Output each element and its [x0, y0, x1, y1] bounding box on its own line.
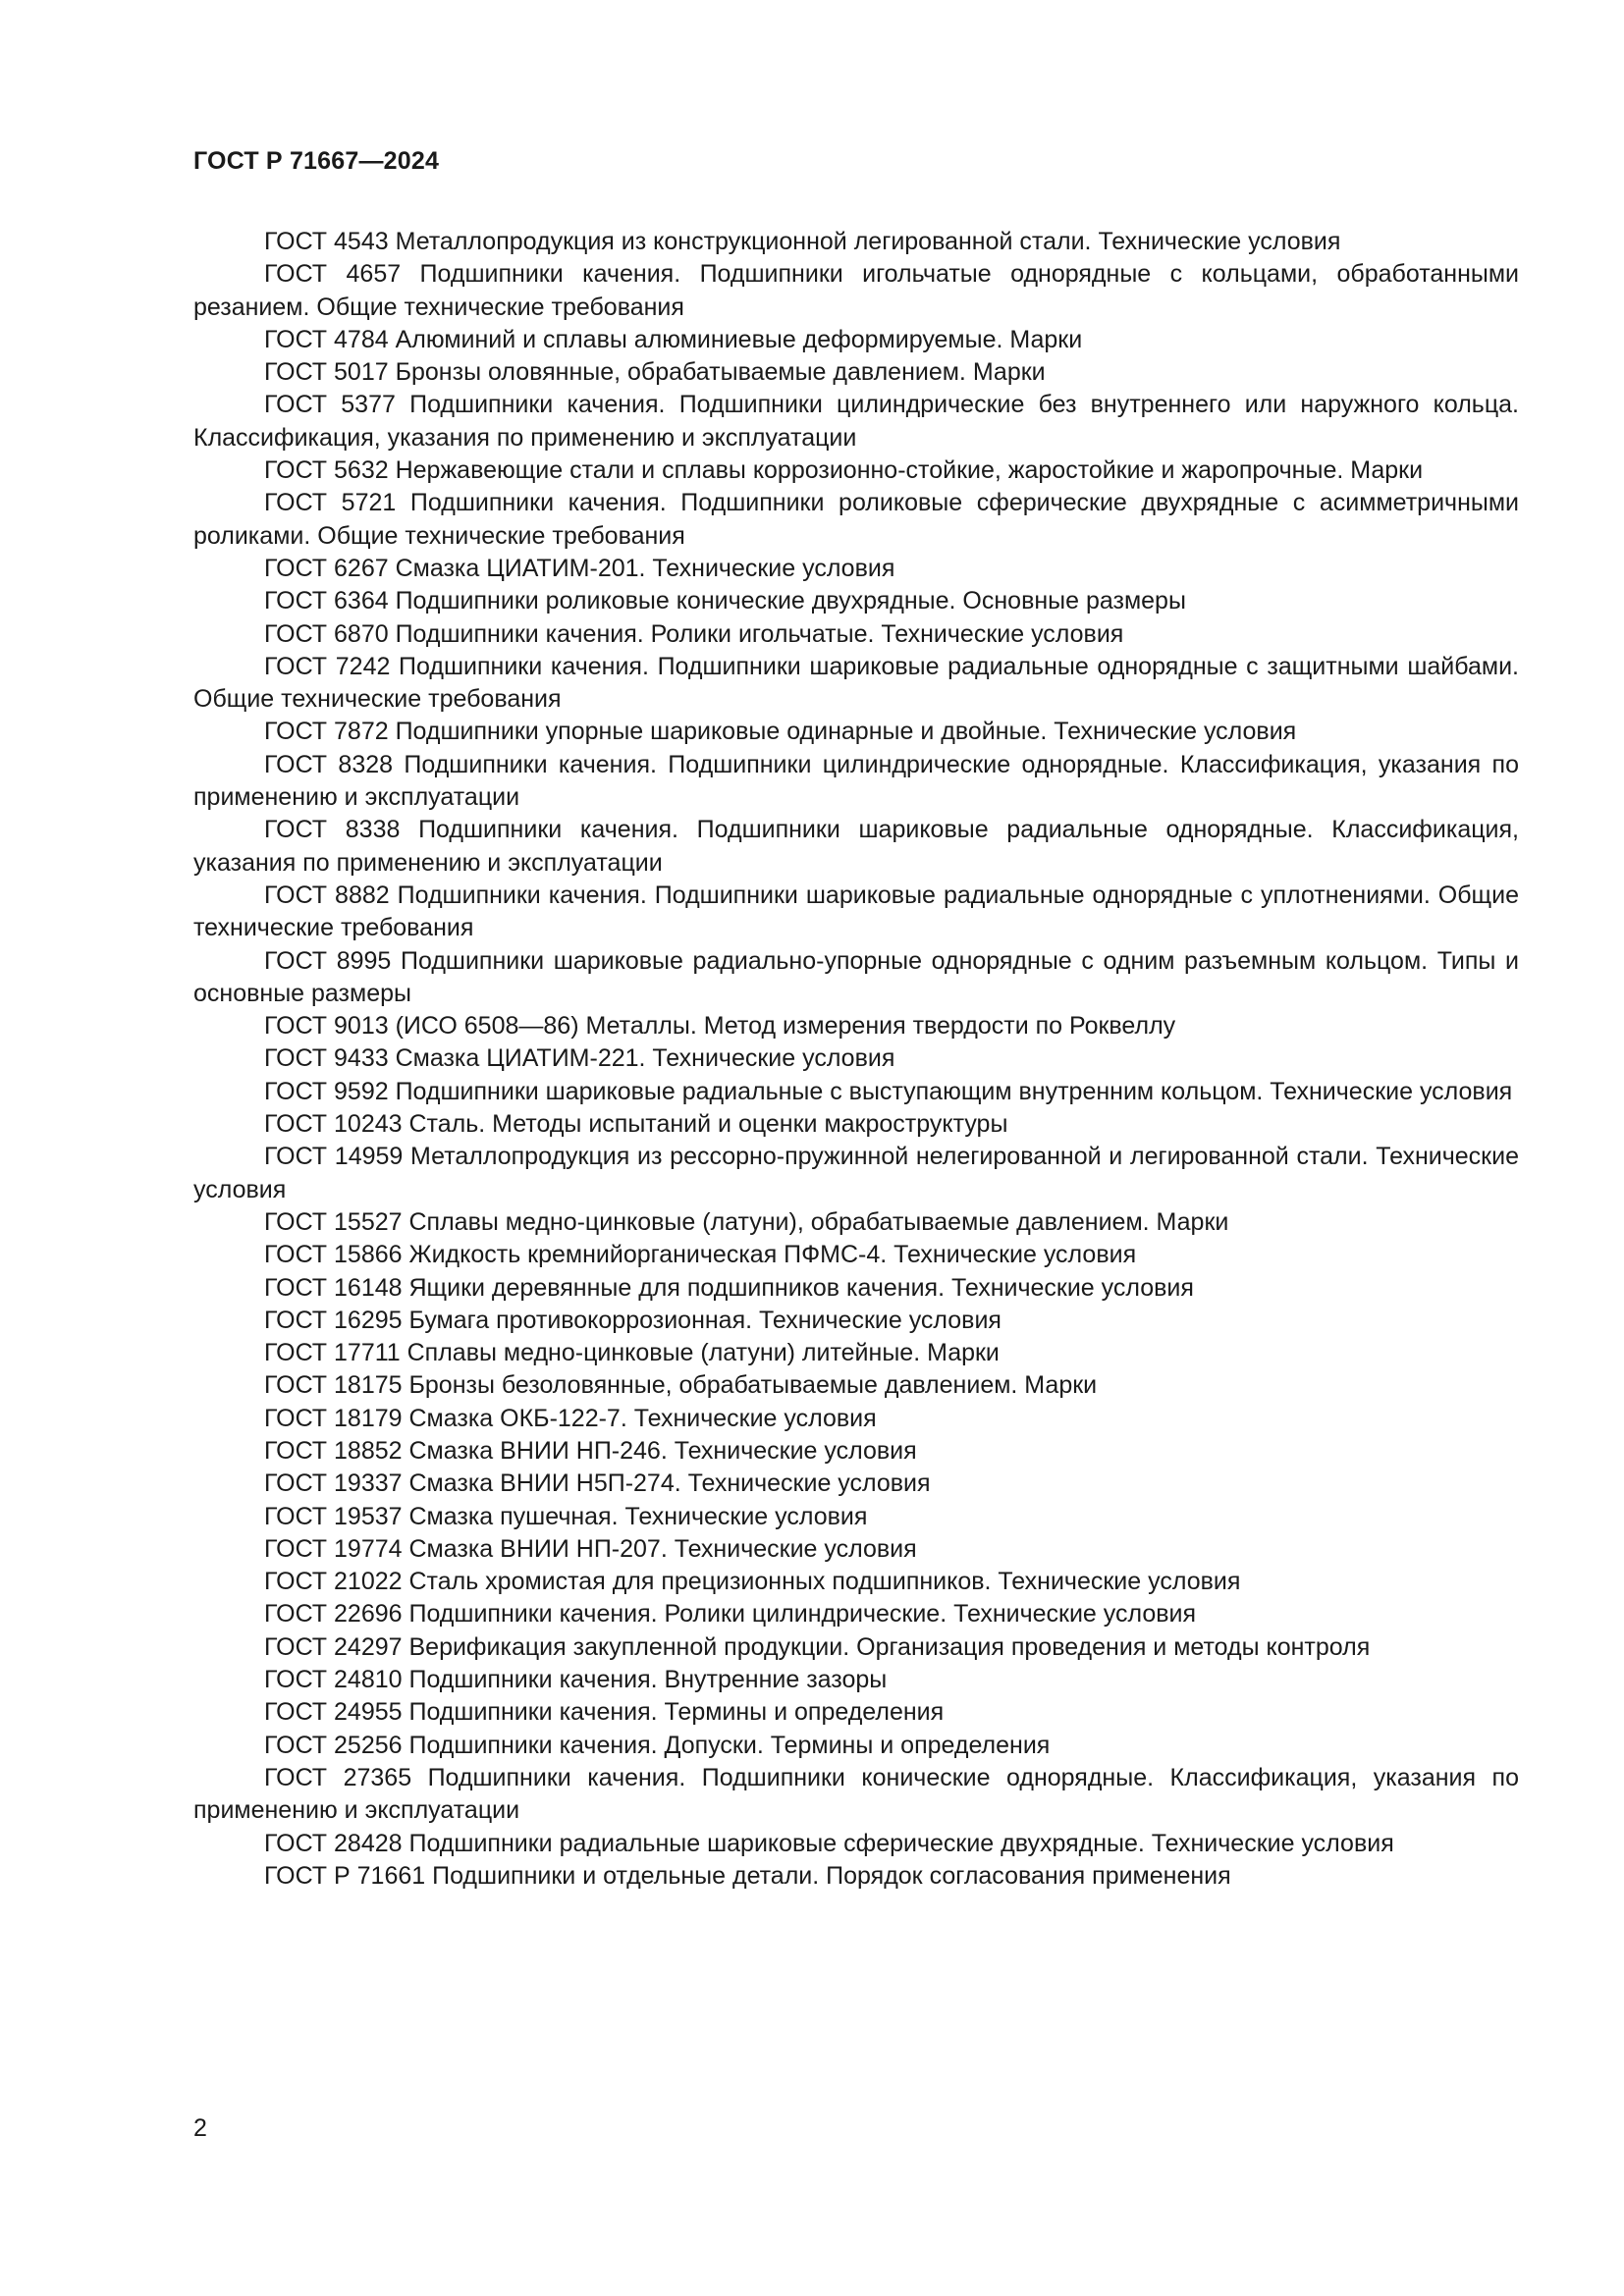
reference-item: ГОСТ 8995 Подшипники шариковые радиально-упорные однорядные с одним разъемным кольцом. Типы и основные размеры	[193, 946, 1519, 1007]
normative-references-list	[193, 226, 1519, 1893]
reference-item: ГОСТ 5721 Подшипники качения. Подшипники роликовые сферические двухрядные с асимметричными роликами. Общие технические требования	[193, 489, 1519, 550]
reference-item: ГОСТ 19774 Смазка ВНИИ НП-207. Технические условия	[264, 1534, 917, 1563]
reference-item: ГОСТ 9013 (ИСО 6508—86) Металлы. Метод измерения твердости по Роквеллу	[264, 1012, 1176, 1041]
reference-item: ГОСТ 4784 Алюминий и сплавы алюминиевые деформируемые. Марки	[264, 325, 1083, 353]
reference-item: ГОСТ 8338 Подшипники качения. Подшипники шариковые радиальные однорядные. Классификация, указания по применению и эксплуатации	[193, 816, 1519, 877]
reference-item: ГОСТ 19537 Смазка пушечная. Технические условия	[264, 1502, 868, 1530]
reference-item: ГОСТ 5017 Бронзы оловянные, обрабатываемые давлением. Марки	[264, 358, 1046, 387]
reference-item: ГОСТ 10243 Сталь. Методы испытаний и оценки макроструктуры	[264, 1110, 1008, 1139]
reference-item: ГОСТ 6870 Подшипники качения. Ролики игольчатые. Технические условия	[264, 619, 1124, 648]
reference-item: ГОСТ 24810 Подшипники качения. Внутренние зазоры	[264, 1666, 888, 1694]
reference-item: ГОСТ 8328 Подшипники качения. Подшипники цилиндрические однорядные. Классификация, указания по применению и эксплуатации	[193, 750, 1519, 812]
reference-item: ГОСТ 21022 Сталь хромистая для прецизионных подшипников. Технические условия	[264, 1568, 1241, 1596]
document-number-header: ГОСТ Р 71667—2024	[193, 147, 440, 175]
reference-item: ГОСТ 15866 Жидкость кремнийорганическая ПФМС-4. Технические условия	[264, 1241, 1137, 1269]
reference-item: ГОСТ 15527 Сплавы медно-цинковые (латуни), обрабатываемые давлением. Марки	[264, 1207, 1229, 1236]
reference-item: ГОСТ 16295 Бумага противокоррозионная. Технические условия	[264, 1306, 1001, 1334]
reference-item: ГОСТ 7242 Подшипники качения. Подшипники шариковые радиальные однорядные с защитными шайбами. Общие технические требования	[193, 652, 1519, 714]
reference-item: ГОСТ 18179 Смазка ОКБ-122-7. Технические условия	[264, 1404, 877, 1432]
reference-item: ГОСТ 24297 Верификация закупленной продукции. Организация проведения и методы контроля	[264, 1632, 1371, 1661]
reference-item: ГОСТ 5377 Подшипники качения. Подшипники цилиндрические без внутреннего или наружного кольца. Классификация, указания по применению и эксплуатации	[193, 391, 1519, 452]
reference-item: ГОСТ 14959 Металлопродукция из рессорно-пружинной нелегированной и легированной стали. Технические условия	[193, 1143, 1519, 1203]
reference-item: ГОСТ 6267 Смазка ЦИАТИМ-201. Технические условия	[264, 554, 895, 582]
reference-item: ГОСТ 4657 Подшипники качения. Подшипники игольчатые однорядные с кольцами, обработанными резанием. Общие технические требования	[193, 260, 1519, 321]
reference-item: ГОСТ 25256 Подшипники качения. Допуски. Термины и определения	[264, 1731, 1051, 1759]
reference-item: ГОСТ 9592 Подшипники шариковые радиальные с выступающим внутренним кольцом. Технические условия	[264, 1077, 1513, 1105]
reference-item: ГОСТ 28428 Подшипники радиальные шариковые сферические двухрядные. Технические условия	[264, 1829, 1394, 1857]
reference-item: ГОСТ 16148 Ящики деревянные для подшипников качения. Технические условия	[264, 1273, 1194, 1302]
reference-item: ГОСТ Р 71661 Подшипники и отдельные детали. Порядок согласования применения	[264, 1861, 1231, 1890]
reference-item: ГОСТ 5632 Нержавеющие стали и сплавы коррозионно-стойкие, жаростойкие и жаропрочные. Марки	[264, 456, 1424, 485]
reference-item: ГОСТ 18852 Смазка ВНИИ НП-246. Технические условия	[264, 1436, 917, 1465]
page-number: 2	[193, 2114, 207, 2142]
reference-item: ГОСТ 27365 Подшипники качения. Подшипники конические однорядные. Классификация, указания по применению и эксплуатации	[193, 1763, 1519, 1825]
reference-item: ГОСТ 22696 Подшипники качения. Ролики цилиндрические. Технические условия	[264, 1600, 1197, 1629]
reference-item: ГОСТ 8882 Подшипники качения. Подшипники шариковые радиальные однорядные с уплотнениями. Общие технические требования	[193, 881, 1519, 942]
reference-item: ГОСТ 19337 Смазка ВНИИ Н5П-274. Технические условия	[264, 1469, 931, 1498]
reference-item: ГОСТ 4543 Металлопродукция из конструкционной легированной стали. Технические условия	[264, 228, 1341, 255]
reference-item: ГОСТ 17711 Сплавы медно-цинковые (латуни) литейные. Марки	[264, 1339, 1000, 1367]
reference-item: ГОСТ 6364 Подшипники роликовые конические двухрядные. Основные размеры	[264, 587, 1186, 615]
reference-item: ГОСТ 18175 Бронзы безоловянные, обрабатываемые давлением. Марки	[264, 1371, 1098, 1400]
reference-item: ГОСТ 9433 Смазка ЦИАТИМ-221. Технические условия	[264, 1044, 895, 1073]
reference-item: ГОСТ 24955 Подшипники качения. Термины и определения	[264, 1698, 945, 1727]
reference-item: ГОСТ 7872 Подшипники упорные шариковые одинарные и двойные. Технические условия	[264, 718, 1297, 746]
